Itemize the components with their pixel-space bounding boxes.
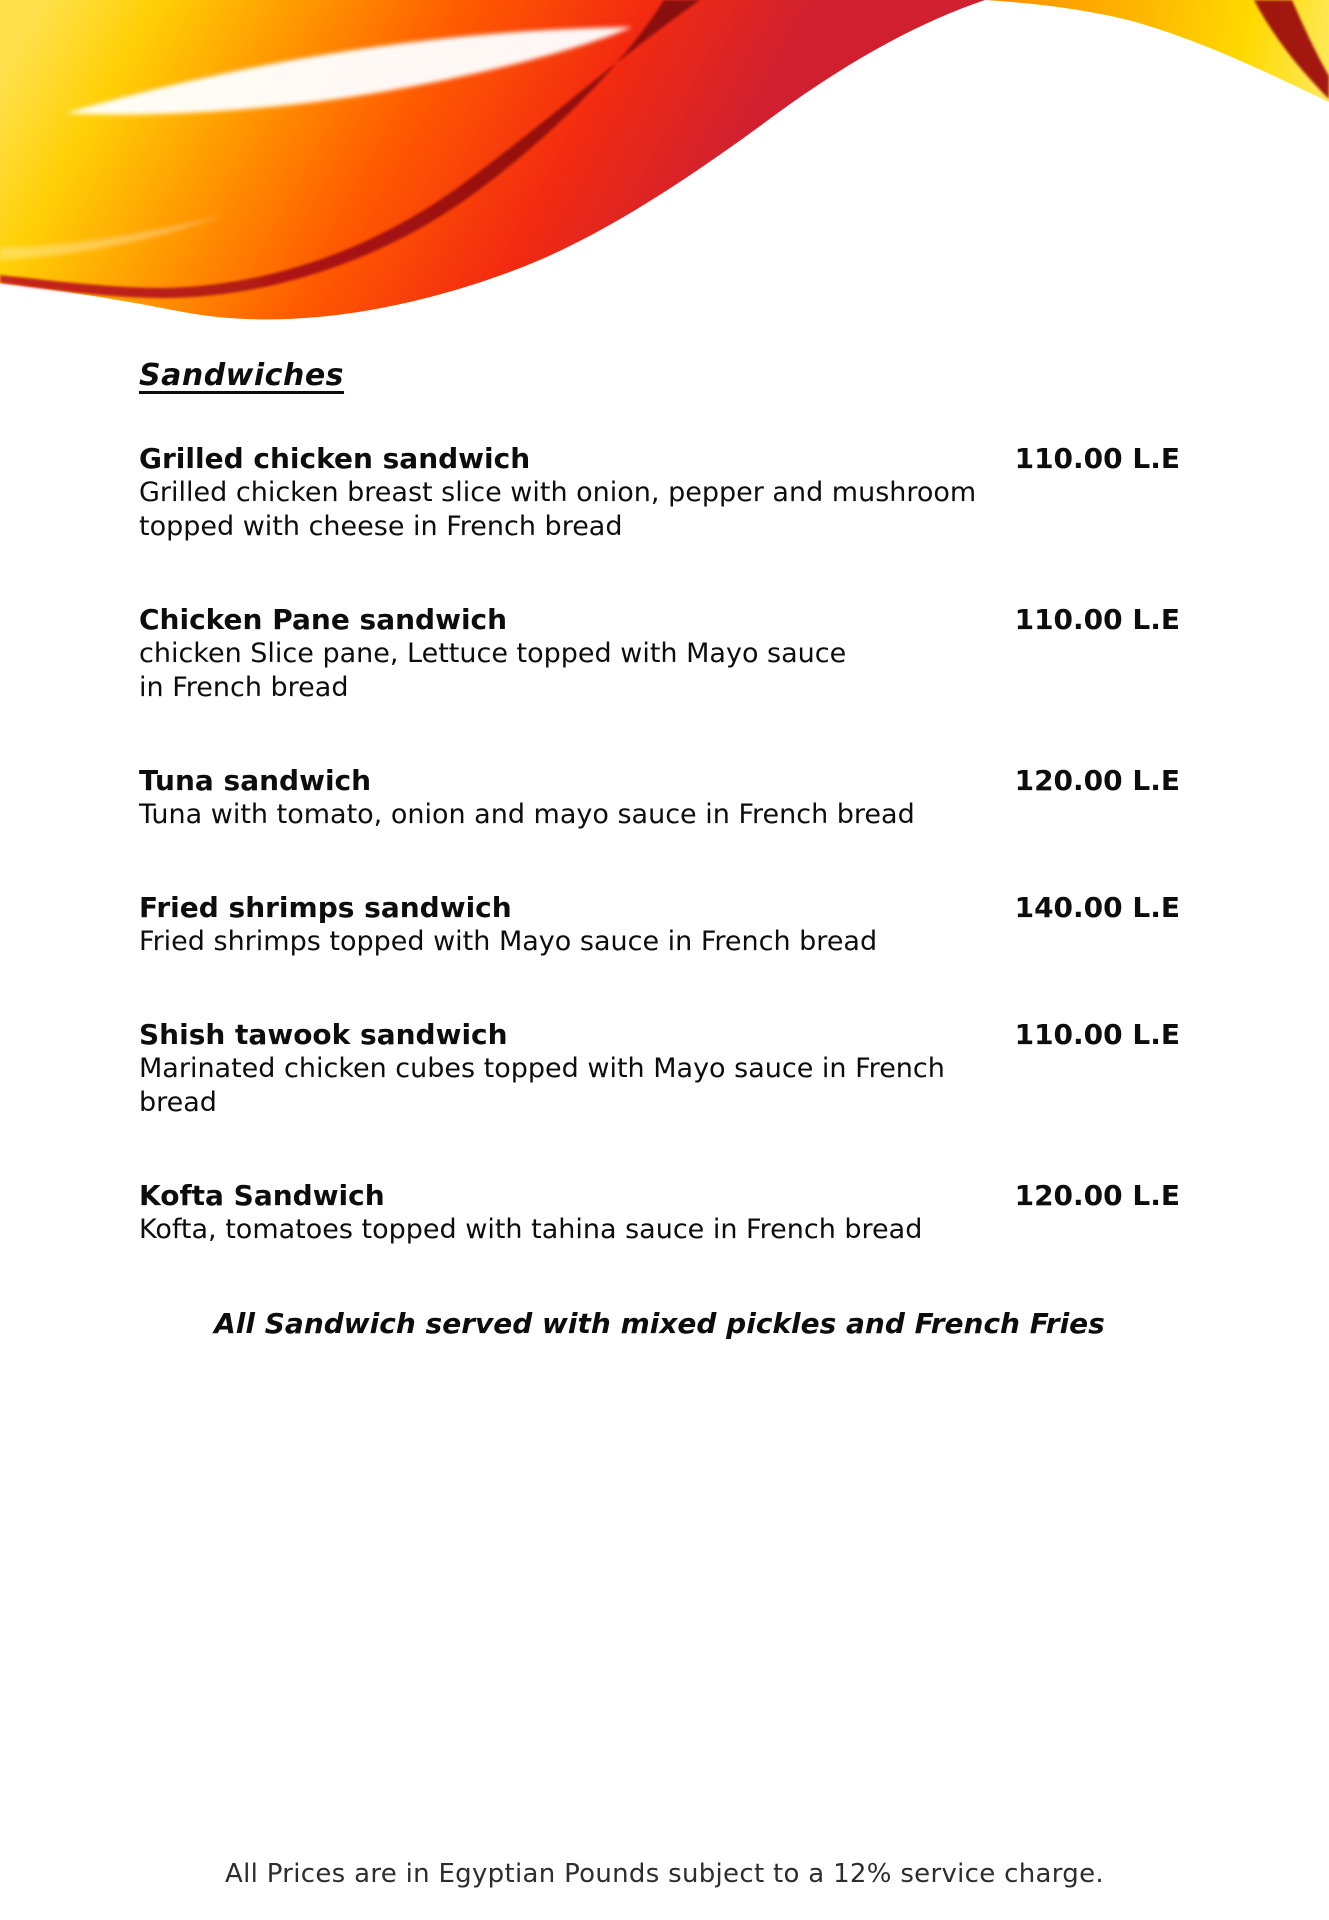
section-title: Sandwiches bbox=[139, 358, 345, 393]
item-description-line: Kofta, tomatoes topped with tahina sauce in French bread bbox=[139, 1214, 923, 1245]
item-price: 110.00 L.E bbox=[1014, 442, 1180, 475]
menu-item bbox=[139, 1018, 1180, 1120]
item-description bbox=[139, 1213, 1180, 1247]
item-row bbox=[139, 442, 1180, 476]
item-price: 120.00 L.E bbox=[1014, 1179, 1180, 1212]
item-description-line: Tuna with tomato, onion and mayo sauce in French bread bbox=[139, 799, 915, 830]
item-row bbox=[139, 1018, 1180, 1052]
serving-note: All Sandwich served with mixed pickles and French Fries bbox=[214, 1307, 1105, 1340]
menu-content bbox=[0, 358, 1329, 1342]
item-price: 110.00 L.E bbox=[1014, 603, 1180, 636]
item-description bbox=[139, 1052, 1180, 1120]
item-row bbox=[139, 891, 1180, 925]
menu-item bbox=[139, 891, 1180, 959]
item-row bbox=[139, 603, 1180, 637]
item-row bbox=[139, 764, 1180, 798]
item-description bbox=[139, 925, 1180, 959]
item-description-line: chicken Slice pane, Lettuce topped with Mayo sauce bbox=[139, 638, 847, 669]
wave-decoration-graphic bbox=[0, 0, 1329, 340]
item-description-line: Fried shrimps topped with Mayo sauce in French bread bbox=[139, 926, 878, 957]
menu-item bbox=[139, 1179, 1180, 1247]
menu-item bbox=[139, 603, 1180, 705]
item-name: Fried shrimps sandwich bbox=[139, 891, 512, 924]
item-description-line: Marinated chicken cubes topped with Mayo sauce in French bbox=[139, 1053, 945, 1084]
item-description bbox=[139, 476, 1180, 544]
menu-items bbox=[139, 442, 1180, 1247]
menu-item bbox=[139, 442, 1180, 544]
item-name: Grilled chicken sandwich bbox=[139, 442, 531, 475]
item-description-line: Grilled chicken breast slice with onion, pepper and mushroom bbox=[139, 477, 977, 508]
item-description bbox=[139, 798, 1180, 832]
footer-note: All Prices are in Egyptian Pounds subject to a 12% service charge. bbox=[225, 1859, 1104, 1889]
menu-item bbox=[139, 764, 1180, 832]
item-name: Shish tawook sandwich bbox=[139, 1018, 508, 1051]
item-name: Kofta Sandwich bbox=[139, 1179, 385, 1212]
item-description-line: topped with cheese in French bread bbox=[139, 511, 623, 542]
item-row bbox=[139, 1179, 1180, 1213]
item-description-line: in French bread bbox=[139, 672, 349, 703]
item-price: 140.00 L.E bbox=[1014, 891, 1180, 924]
item-description bbox=[139, 637, 1180, 705]
item-name: Chicken Pane sandwich bbox=[139, 603, 508, 636]
item-price: 120.00 L.E bbox=[1014, 764, 1180, 797]
item-price: 110.00 L.E bbox=[1014, 1018, 1180, 1051]
item-name: Tuna sandwich bbox=[139, 764, 372, 797]
item-description-line: bread bbox=[139, 1087, 217, 1118]
